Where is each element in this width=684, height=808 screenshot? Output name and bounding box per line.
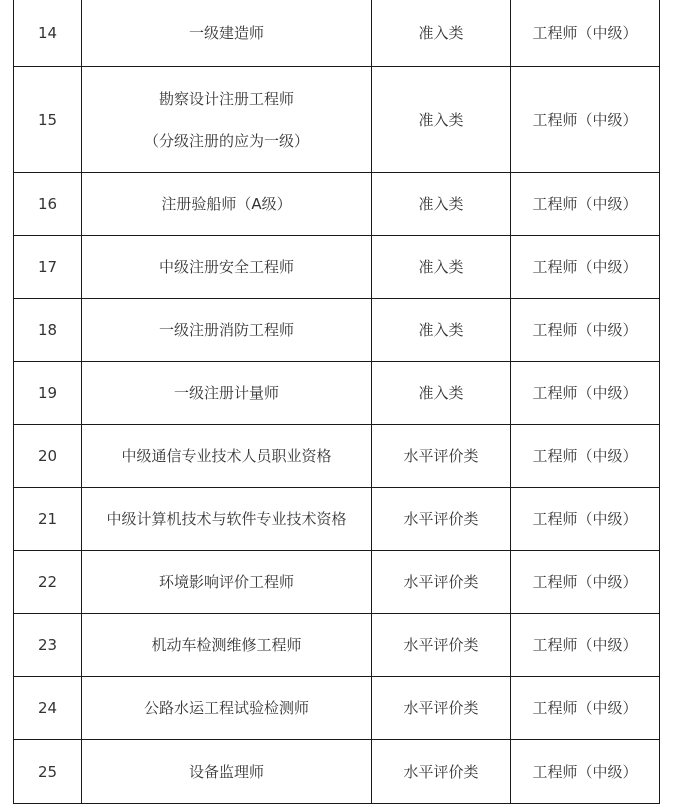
qualification-table <box>13 0 660 804</box>
row-number: 14 <box>14 0 82 67</box>
title-level: 工程师（中级） <box>511 299 660 362</box>
qualification-name: 注册验船师（A级） <box>82 173 372 236</box>
qualification-name: 一级注册消防工程师 <box>82 299 372 362</box>
row-number: 18 <box>14 299 82 362</box>
title-level: 工程师（中级） <box>511 173 660 236</box>
qualification-name: 机动车检测维修工程师 <box>82 614 372 677</box>
table-row <box>14 551 660 614</box>
qualification-name: 中级注册安全工程师 <box>82 236 372 299</box>
qualification-type: 水平评价类 <box>372 614 511 677</box>
qualification-type: 水平评价类 <box>372 425 511 488</box>
qualification-name: 勘察设计注册工程师 <box>158 89 294 108</box>
qualification-type: 准入类 <box>372 236 511 299</box>
title-level: 工程师（中级） <box>511 236 660 299</box>
row-number: 23 <box>14 614 82 677</box>
qualification-type: 准入类 <box>372 67 511 173</box>
table-row <box>14 299 660 362</box>
qualification-name: 环境影响评价工程师 <box>82 551 372 614</box>
qualification-type: 准入类 <box>372 299 511 362</box>
title-level: 工程师（中级） <box>511 740 660 804</box>
table-row <box>14 488 660 551</box>
qualification-name: 中级计算机技术与软件专业技术资格 <box>82 488 372 551</box>
row-number: 22 <box>14 551 82 614</box>
table-row <box>14 677 660 740</box>
qualification-type: 准入类 <box>372 0 511 67</box>
qualification-type: 水平评价类 <box>372 551 511 614</box>
title-level: 工程师（中级） <box>511 488 660 551</box>
title-level: 工程师（中级） <box>511 425 660 488</box>
qualification-name-cell <box>82 67 372 173</box>
qualification-type: 准入类 <box>372 173 511 236</box>
table-row <box>14 740 660 804</box>
title-level: 工程师（中级） <box>511 614 660 677</box>
table-row <box>14 67 660 173</box>
qualification-name: 公路水运工程试验检测师 <box>82 677 372 740</box>
row-number: 24 <box>14 677 82 740</box>
row-number: 16 <box>14 173 82 236</box>
table-row <box>14 362 660 425</box>
row-number: 19 <box>14 362 82 425</box>
qualification-name: 一级注册计量师 <box>82 362 372 425</box>
row-number: 20 <box>14 425 82 488</box>
qualification-type: 准入类 <box>372 362 511 425</box>
qualification-name: 设备监理师 <box>82 740 372 804</box>
qualification-name-note: （分级注册的应为一级） <box>143 131 309 150</box>
row-number: 15 <box>14 67 82 173</box>
qualification-type: 水平评价类 <box>372 677 511 740</box>
table-row <box>14 0 660 67</box>
row-number: 17 <box>14 236 82 299</box>
qualification-type: 水平评价类 <box>372 488 511 551</box>
qualification-name: 中级通信专业技术人员职业资格 <box>82 425 372 488</box>
title-level: 工程师（中级） <box>511 551 660 614</box>
title-level: 工程师（中级） <box>511 67 660 173</box>
qualification-type: 水平评价类 <box>372 740 511 804</box>
row-number: 25 <box>14 740 82 804</box>
table-row <box>14 236 660 299</box>
title-level: 工程师（中级） <box>511 677 660 740</box>
table-row <box>14 425 660 488</box>
table-row <box>14 614 660 677</box>
table-row <box>14 173 660 236</box>
row-number: 21 <box>14 488 82 551</box>
title-level: 工程师（中级） <box>511 362 660 425</box>
qualification-name: 一级建造师 <box>82 0 372 67</box>
title-level: 工程师（中级） <box>511 0 660 67</box>
